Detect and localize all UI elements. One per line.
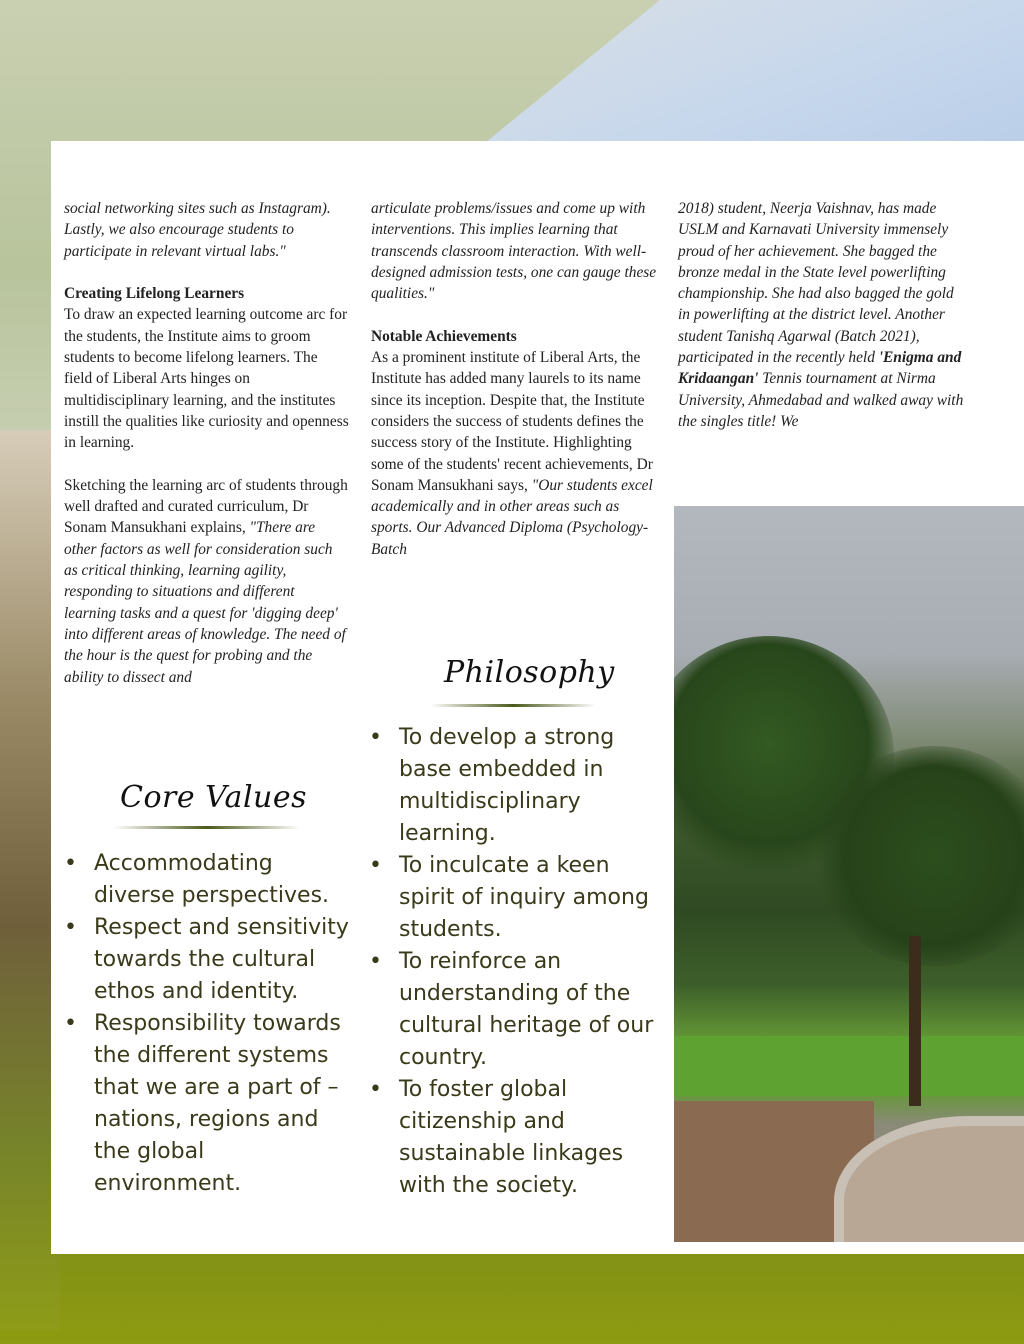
list-item: • Respect and sensitivity towards the cultural ethos and identity.: [64, 912, 354, 1008]
quote-text: articulate problems/issues and come up with interventions. This implies learning that transcends classroom interaction. With well-designed admission tests, one can gauge these qualities.": [371, 200, 657, 303]
article-column-2: [371, 198, 661, 560]
core-values-underline: [114, 826, 300, 829]
core-values-list: [64, 848, 354, 1200]
bullet-icon: •: [64, 851, 77, 876]
bullet-icon: •: [369, 949, 382, 974]
philosophy-underline: [430, 704, 596, 707]
philosophy-list: [369, 722, 661, 1202]
core-values-heading: Core Values: [120, 780, 308, 815]
list-item: • To inculcate a keen spirit of inquiry among students.: [369, 850, 661, 946]
tree-trunk-shape: [909, 936, 921, 1106]
list-item: • To reinforce an understanding of the cultural heritage of our country.: [369, 946, 661, 1074]
paragraph: As a prominent institute of Liberal Arts, the Institute has added many laurels to its name since its inception. Despite that, the Institute considers the success of students defines the success story of the Institute. Highlighting some of the students' recent achievements, Dr Sonam Mansukhani says, "Our students excel academically and in other areas such as sports. Our Advanced Diploma (Psychology- Batch: [371, 349, 653, 558]
bullet-icon: •: [64, 1011, 77, 1036]
bullet-icon: •: [369, 1077, 382, 1102]
bullet-icon: •: [369, 725, 382, 750]
philosophy-heading: Philosophy: [444, 655, 615, 690]
article-column-1: [64, 198, 349, 688]
bullet-icon: •: [369, 853, 382, 878]
campus-photo: [674, 506, 1024, 1242]
lawn-shape: [674, 1036, 1024, 1096]
paragraph: Sketching the learning arc of students through well drafted and curated curriculum, Dr Sonam Mansukhani explains, "There are other factors as well for consideration such as critical thinking, learning agility, responding to situations and different learning tasks and a quest for 'digging deep' into different areas of knowledge. The need of the hour is the quest for probing and the ability to dissect and: [64, 476, 348, 686]
section-heading: Creating Lifelong Learners: [64, 285, 245, 303]
quote-text: social networking sites such as Instagram). Lastly, we also encourage students to participate in relevant virtual labs.": [64, 200, 331, 260]
section-heading: Notable Achievements: [371, 327, 517, 345]
bullet-icon: •: [64, 915, 77, 940]
paragraph: To draw an expected learning outcome arc for the students, the Institute aims to groom students to become lifelong learners. The field of Liberal Arts hinges on multidisciplinary learning, and the institutes instill the qualities like curiosity and openness in learning.: [64, 306, 349, 452]
list-item: • To develop a strong base embedded in multidisciplinary learning.: [369, 722, 661, 850]
list-item: • Accommodating diverse perspectives.: [64, 848, 354, 912]
list-item: • Responsibility towards the different systems that we are a part of – nations, regions and the global environment.: [64, 1008, 354, 1200]
article-column-3: [678, 198, 968, 432]
list-item: • To foster global citizenship and sustainable linkages with the society.: [369, 1074, 661, 1202]
paragraph: 2018) student, Neerja Vaishnav, has made USLM and Karnavati University immensely proud of her achievement. She bagged the bronze medal in the State level powerlifting championship. She had also bagged the gold in powerlifting at the district level. Another student Tanishq Agarwal (Batch 2021), participated in the recently held 'Enigma and Kridaangan' Tennis tournament at Nirma University, Ahmedabad and walked away with the singles title! We: [678, 200, 964, 430]
